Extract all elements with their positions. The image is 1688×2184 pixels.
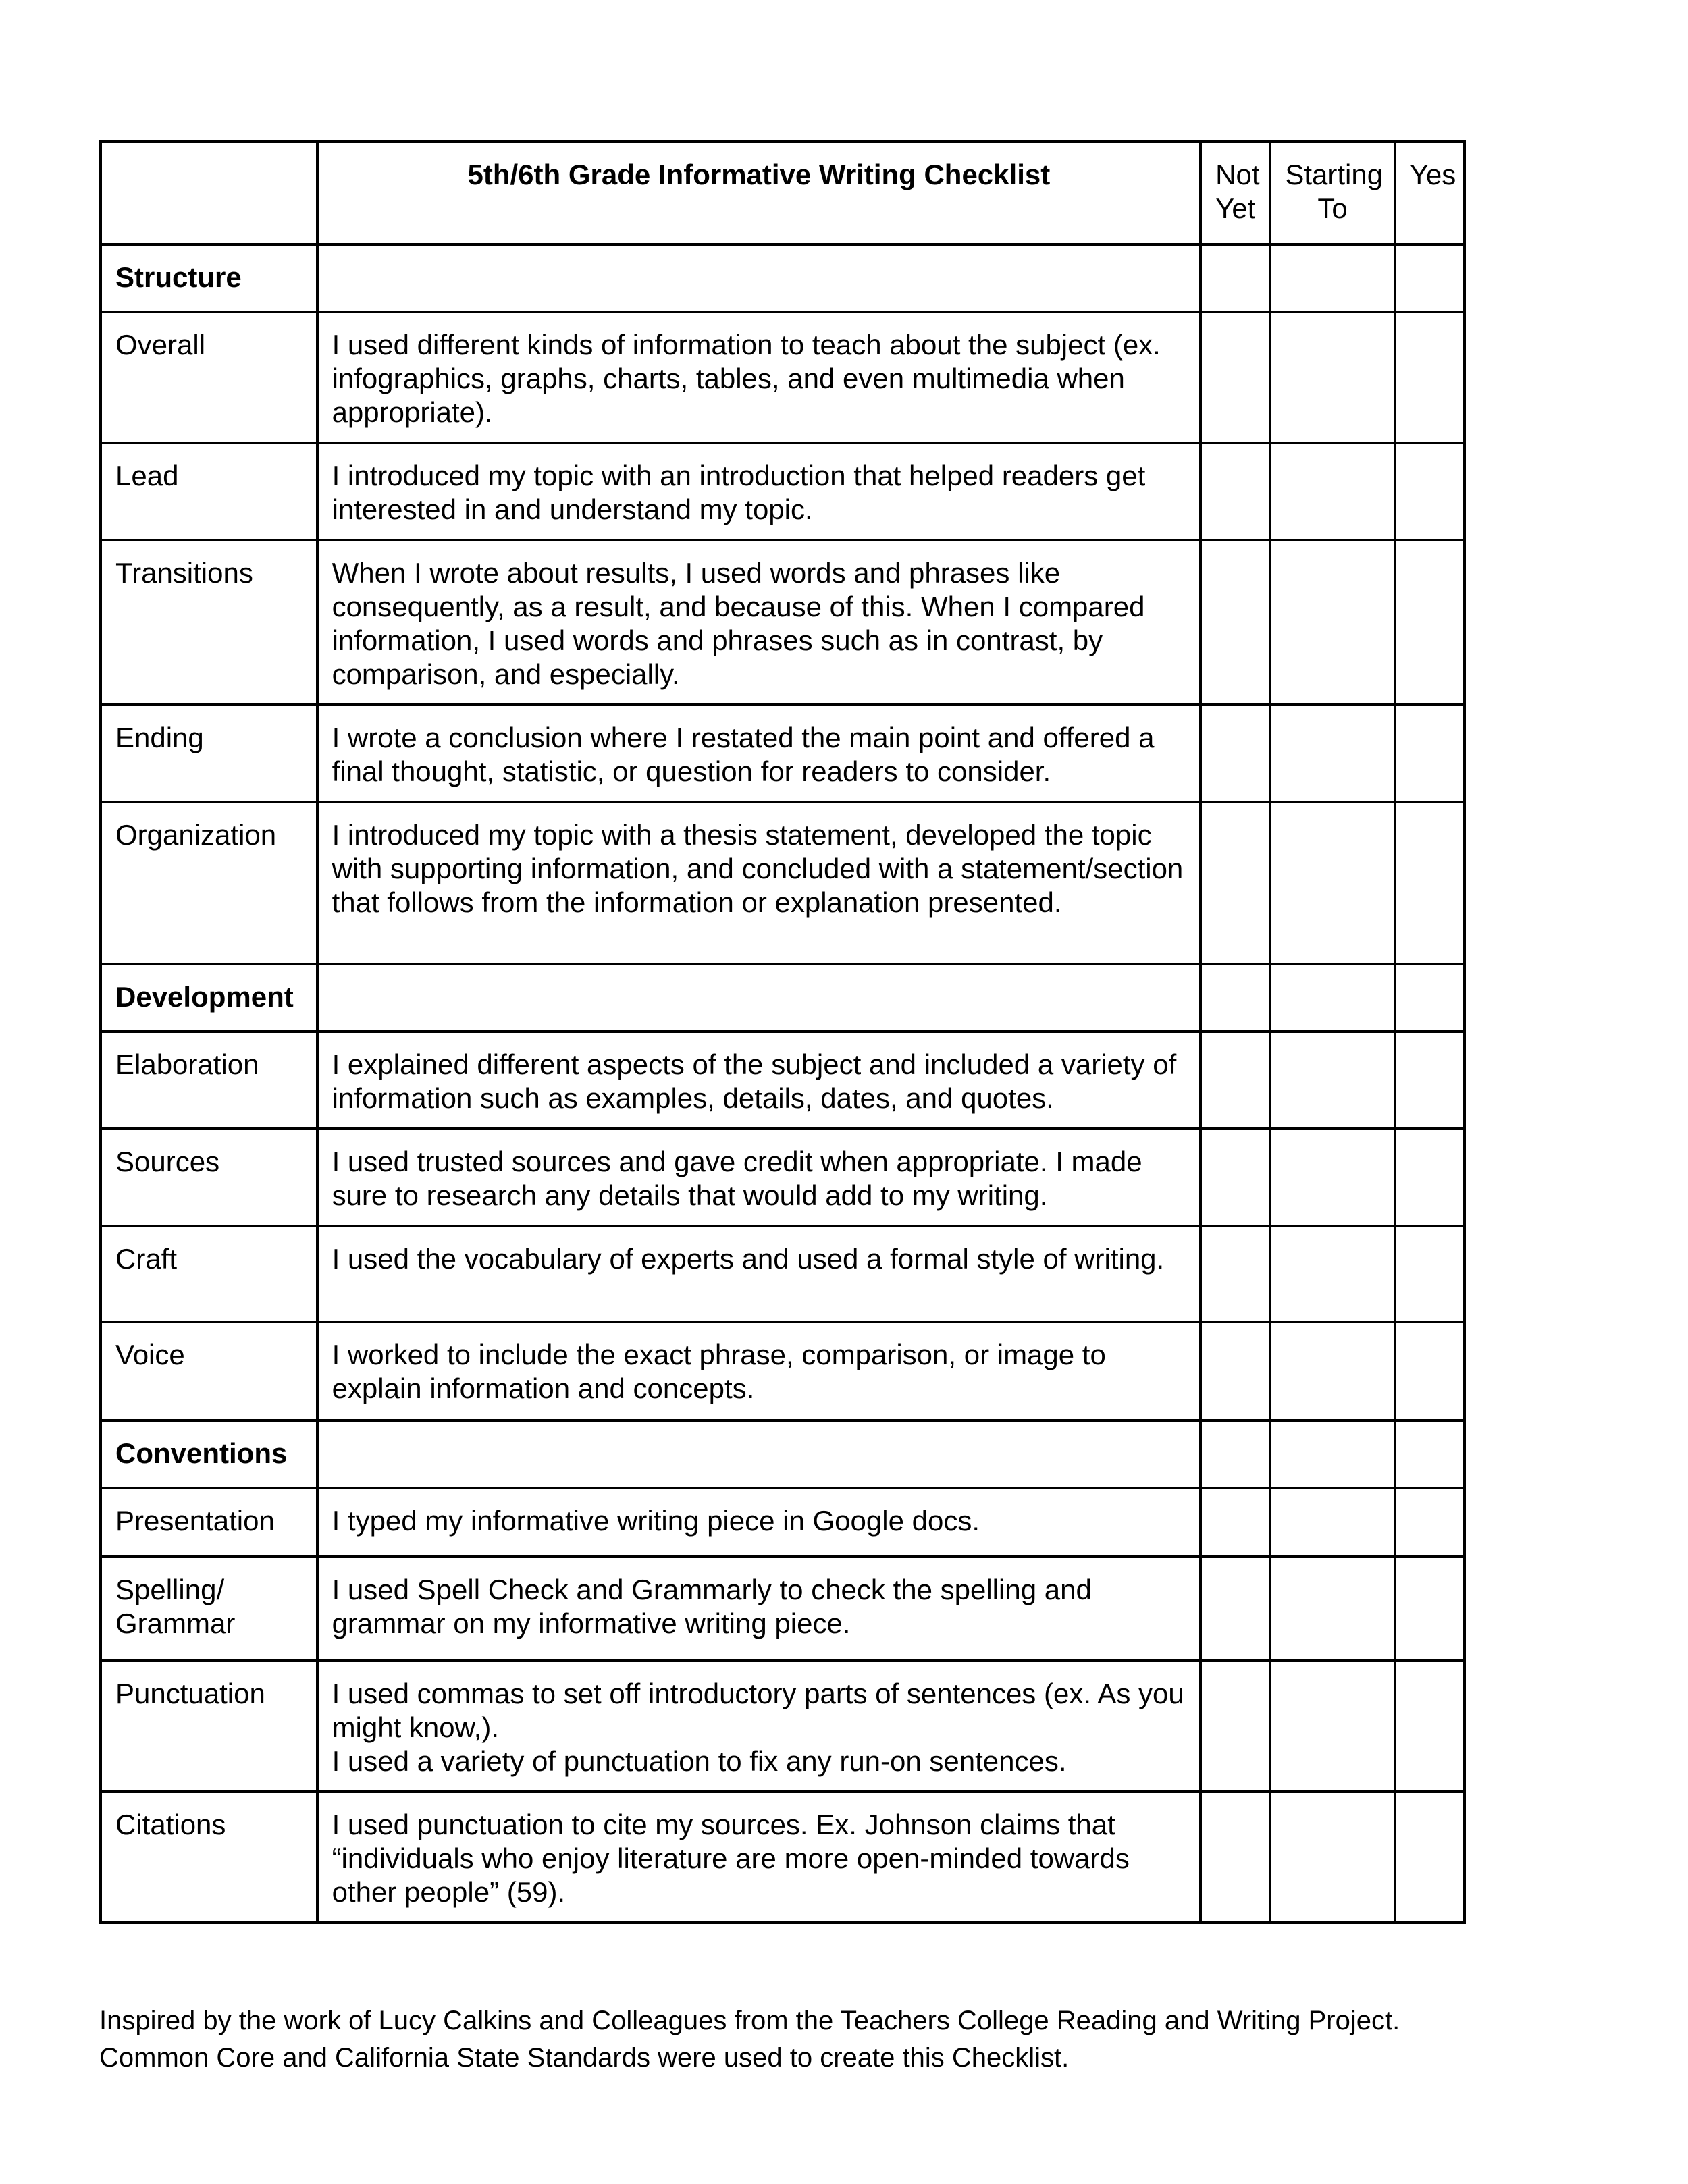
not-yet-checkbox-cell[interactable] bbox=[1201, 802, 1270, 964]
yes-checkbox-cell[interactable] bbox=[1395, 540, 1465, 705]
checklist-row-ending bbox=[101, 705, 1465, 802]
category-label: Spelling/ Grammar bbox=[101, 1557, 317, 1661]
criteria-description: I introduced my topic with a thesis statement, developed the topic with supporting information, and concluded with a statement/section that follows from the information or explanation presented. bbox=[317, 802, 1201, 964]
section-label: Development bbox=[101, 964, 317, 1032]
criteria-description: I used punctuation to cite my sources. Ex. Johnson claims that “individuals who enjoy literature are more open-minded towards other people” (59). bbox=[317, 1792, 1201, 1923]
checklist-row-voice bbox=[101, 1322, 1465, 1420]
yes-checkbox-cell[interactable] bbox=[1395, 443, 1465, 540]
footer-note bbox=[99, 2002, 1612, 2077]
column-header-yes: Yes bbox=[1395, 142, 1465, 244]
category-label: Elaboration bbox=[101, 1032, 317, 1129]
not-yet-checkbox-cell[interactable] bbox=[1201, 1661, 1270, 1792]
category-label: Sources bbox=[101, 1129, 317, 1226]
checklist-row-transitions bbox=[101, 540, 1465, 705]
yes-checkbox-cell[interactable] bbox=[1395, 1557, 1465, 1661]
section-empty-cell bbox=[317, 1420, 1201, 1488]
column-header-starting-to: Starting To bbox=[1270, 142, 1394, 244]
section-label: Conventions bbox=[101, 1420, 317, 1488]
category-label: Citations bbox=[101, 1792, 317, 1923]
not-yet-checkbox-cell[interactable] bbox=[1201, 1557, 1270, 1661]
checklist-row-spelling-grammar bbox=[101, 1557, 1465, 1661]
checklist-row-punctuation bbox=[101, 1661, 1465, 1792]
section-row-development bbox=[101, 964, 1465, 1032]
starting-to-checkbox-cell[interactable] bbox=[1270, 312, 1394, 443]
header-empty-cell bbox=[101, 142, 317, 244]
not-yet-checkbox-cell[interactable] bbox=[1201, 244, 1270, 312]
starting-to-checkbox-cell[interactable] bbox=[1270, 244, 1394, 312]
criteria-description: I used the vocabulary of experts and used a formal style of writing. bbox=[317, 1226, 1201, 1322]
header-row bbox=[101, 142, 1465, 244]
criteria-description: I worked to include the exact phrase, comparison, or image to explain information and concepts. bbox=[317, 1322, 1201, 1420]
checklist-row-elaboration bbox=[101, 1032, 1465, 1129]
section-empty-cell bbox=[317, 964, 1201, 1032]
category-label: Lead bbox=[101, 443, 317, 540]
starting-to-checkbox-cell[interactable] bbox=[1270, 1420, 1394, 1488]
not-yet-checkbox-cell[interactable] bbox=[1201, 1488, 1270, 1557]
criteria-line: I used commas to set off introductory parts of sentences (ex. As you might know,). bbox=[332, 1678, 1184, 1743]
criteria-description: I used Spell Check and Grammarly to check the spelling and grammar on my informative writing piece. bbox=[317, 1557, 1201, 1661]
starting-to-checkbox-cell[interactable] bbox=[1270, 1322, 1394, 1420]
checklist-row-sources bbox=[101, 1129, 1465, 1226]
yes-checkbox-cell[interactable] bbox=[1395, 1129, 1465, 1226]
starting-to-checkbox-cell[interactable] bbox=[1270, 964, 1394, 1032]
starting-to-checkbox-cell[interactable] bbox=[1270, 705, 1394, 802]
criteria-description: I used different kinds of information to teach about the subject (ex. infographics, graphs, charts, tables, and even multimedia when appropriate). bbox=[317, 312, 1201, 443]
criteria-description: I typed my informative writing piece in Google docs. bbox=[317, 1488, 1201, 1557]
not-yet-checkbox-cell[interactable] bbox=[1201, 312, 1270, 443]
checklist-title: 5th/6th Grade Informative Writing Checklist bbox=[317, 142, 1201, 244]
footer-line: Inspired by the work of Lucy Calkins and Colleagues from the Teachers College Reading and Writing Project. bbox=[99, 2006, 1400, 2035]
yes-checkbox-cell[interactable] bbox=[1395, 244, 1465, 312]
starting-to-checkbox-cell[interactable] bbox=[1270, 1226, 1394, 1322]
category-label: Craft bbox=[101, 1226, 317, 1322]
category-label: Overall bbox=[101, 312, 317, 443]
checklist-row-craft bbox=[101, 1226, 1465, 1322]
criteria-description bbox=[317, 1661, 1201, 1792]
starting-to-checkbox-cell[interactable] bbox=[1270, 1129, 1394, 1226]
not-yet-checkbox-cell[interactable] bbox=[1201, 705, 1270, 802]
starting-to-checkbox-cell[interactable] bbox=[1270, 1792, 1394, 1923]
checklist-row-lead bbox=[101, 443, 1465, 540]
checklist-row-organization bbox=[101, 802, 1465, 964]
starting-to-checkbox-cell[interactable] bbox=[1270, 1661, 1394, 1792]
not-yet-checkbox-cell[interactable] bbox=[1201, 443, 1270, 540]
starting-to-checkbox-cell[interactable] bbox=[1270, 1488, 1394, 1557]
yes-checkbox-cell[interactable] bbox=[1395, 705, 1465, 802]
yes-checkbox-cell[interactable] bbox=[1395, 312, 1465, 443]
checklist-row-presentation bbox=[101, 1488, 1465, 1557]
criteria-description: When I wrote about results, I used words and phrases like consequently, as a result, and because of this. When I compared information, I used words and phrases such as in contrast, by comparison, and especially. bbox=[317, 540, 1201, 705]
category-label: Transitions bbox=[101, 540, 317, 705]
criteria-line: I used a variety of punctuation to fix any run-on sentences. bbox=[332, 1745, 1067, 1777]
starting-to-checkbox-cell[interactable] bbox=[1270, 540, 1394, 705]
yes-checkbox-cell[interactable] bbox=[1395, 802, 1465, 964]
not-yet-checkbox-cell[interactable] bbox=[1201, 1129, 1270, 1226]
yes-checkbox-cell[interactable] bbox=[1395, 1420, 1465, 1488]
section-empty-cell bbox=[317, 244, 1201, 312]
not-yet-checkbox-cell[interactable] bbox=[1201, 540, 1270, 705]
not-yet-checkbox-cell[interactable] bbox=[1201, 1226, 1270, 1322]
yes-checkbox-cell[interactable] bbox=[1395, 1322, 1465, 1420]
category-label: Punctuation bbox=[101, 1661, 317, 1792]
not-yet-checkbox-cell[interactable] bbox=[1201, 1420, 1270, 1488]
section-row-structure bbox=[101, 244, 1465, 312]
yes-checkbox-cell[interactable] bbox=[1395, 1661, 1465, 1792]
starting-to-checkbox-cell[interactable] bbox=[1270, 1032, 1394, 1129]
not-yet-checkbox-cell[interactable] bbox=[1201, 1322, 1270, 1420]
starting-to-checkbox-cell[interactable] bbox=[1270, 1557, 1394, 1661]
category-label: Ending bbox=[101, 705, 317, 802]
category-label: Presentation bbox=[101, 1488, 317, 1557]
section-label: Structure bbox=[101, 244, 317, 312]
yes-checkbox-cell[interactable] bbox=[1395, 1488, 1465, 1557]
starting-to-checkbox-cell[interactable] bbox=[1270, 802, 1394, 964]
yes-checkbox-cell[interactable] bbox=[1395, 1792, 1465, 1923]
not-yet-checkbox-cell[interactable] bbox=[1201, 1032, 1270, 1129]
column-header-not-yet: Not Yet bbox=[1201, 142, 1270, 244]
criteria-description: I wrote a conclusion where I restated the main point and offered a final thought, statistic, or question for readers to consider. bbox=[317, 705, 1201, 802]
criteria-description: I explained different aspects of the subject and included a variety of information such as examples, details, dates, and quotes. bbox=[317, 1032, 1201, 1129]
yes-checkbox-cell[interactable] bbox=[1395, 1226, 1465, 1322]
yes-checkbox-cell[interactable] bbox=[1395, 1032, 1465, 1129]
footer-line: Common Core and California State Standards were used to create this Checklist. bbox=[99, 2043, 1070, 2073]
starting-to-checkbox-cell[interactable] bbox=[1270, 443, 1394, 540]
category-label: Organization bbox=[101, 802, 317, 964]
checklist-table bbox=[99, 140, 1466, 1924]
checklist-row-citations bbox=[101, 1792, 1465, 1923]
yes-checkbox-cell[interactable] bbox=[1395, 964, 1465, 1032]
not-yet-checkbox-cell[interactable] bbox=[1201, 964, 1270, 1032]
section-row-conventions bbox=[101, 1420, 1465, 1488]
checklist-row-overall bbox=[101, 312, 1465, 443]
criteria-description: I used trusted sources and gave credit when appropriate. I made sure to research any details that would add to my writing. bbox=[317, 1129, 1201, 1226]
not-yet-checkbox-cell[interactable] bbox=[1201, 1792, 1270, 1923]
criteria-description: I introduced my topic with an introduction that helped readers get interested in and understand my topic. bbox=[317, 443, 1201, 540]
category-label: Voice bbox=[101, 1322, 317, 1420]
